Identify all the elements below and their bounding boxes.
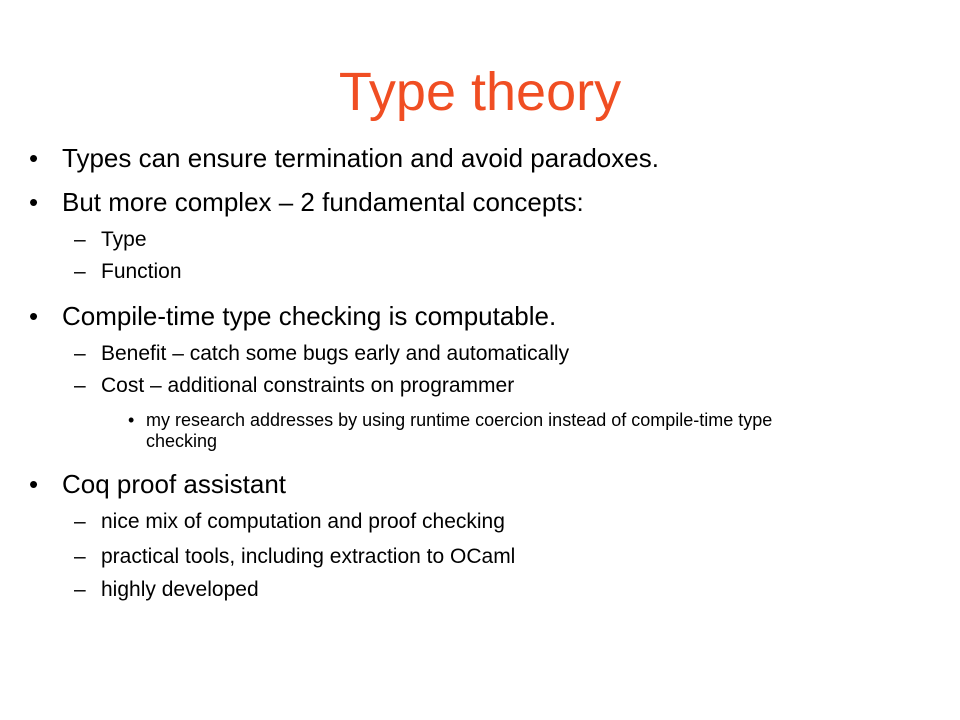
bullet-item [29, 300, 557, 332]
sub-sub-bullet-text: my research addresses by using runtime coercion instead of compile-time type checking [146, 410, 773, 451]
sub-sub-bullet-item [128, 410, 796, 452]
dash-marker: – [74, 342, 86, 365]
sub-bullet-item [74, 577, 259, 603]
sub-bullet-item [74, 373, 515, 399]
sub-bullet-item [74, 341, 570, 367]
bullet-item [29, 186, 584, 218]
sub-bullet-item [74, 259, 182, 285]
bullet-text: Coq proof assistant [62, 469, 287, 499]
sub-bullet-text: Benefit – catch some bugs early and automatically [101, 342, 570, 365]
sub-bullet-text: practical tools, including extraction to OCaml [101, 545, 516, 568]
dash-marker: – [74, 578, 86, 601]
bullet-marker: • [29, 469, 39, 499]
sub-bullet-text: highly developed [101, 578, 259, 601]
sub-bullet-item [74, 544, 516, 570]
bullet-text: Compile-time type checking is computable. [62, 301, 557, 331]
slide-title: Type theory [338, 62, 622, 122]
bullet-text: Types can ensure termination and avoid paradoxes. [62, 143, 659, 173]
sub-bullet-text: Function [101, 260, 182, 283]
dash-marker: – [74, 260, 86, 283]
dash-marker: – [74, 510, 86, 533]
bullet-text: But more complex – 2 fundamental concepts: [62, 187, 584, 217]
bullet-item [29, 468, 287, 500]
bullet-marker: • [29, 143, 39, 173]
bullet-marker: • [128, 410, 135, 430]
bullet-marker: • [29, 187, 39, 217]
sub-bullet-text: nice mix of computation and proof checking [101, 510, 505, 533]
dash-marker: – [74, 545, 86, 568]
sub-bullet-item [74, 509, 505, 535]
sub-bullet-text: Cost – additional constraints on programmer [101, 374, 515, 397]
sub-bullet-text: Type [101, 228, 147, 251]
sub-bullet-item [74, 227, 147, 253]
bullet-item [29, 142, 659, 174]
dash-marker: – [74, 228, 86, 251]
dash-marker: – [74, 374, 86, 397]
bullet-marker: • [29, 301, 39, 331]
